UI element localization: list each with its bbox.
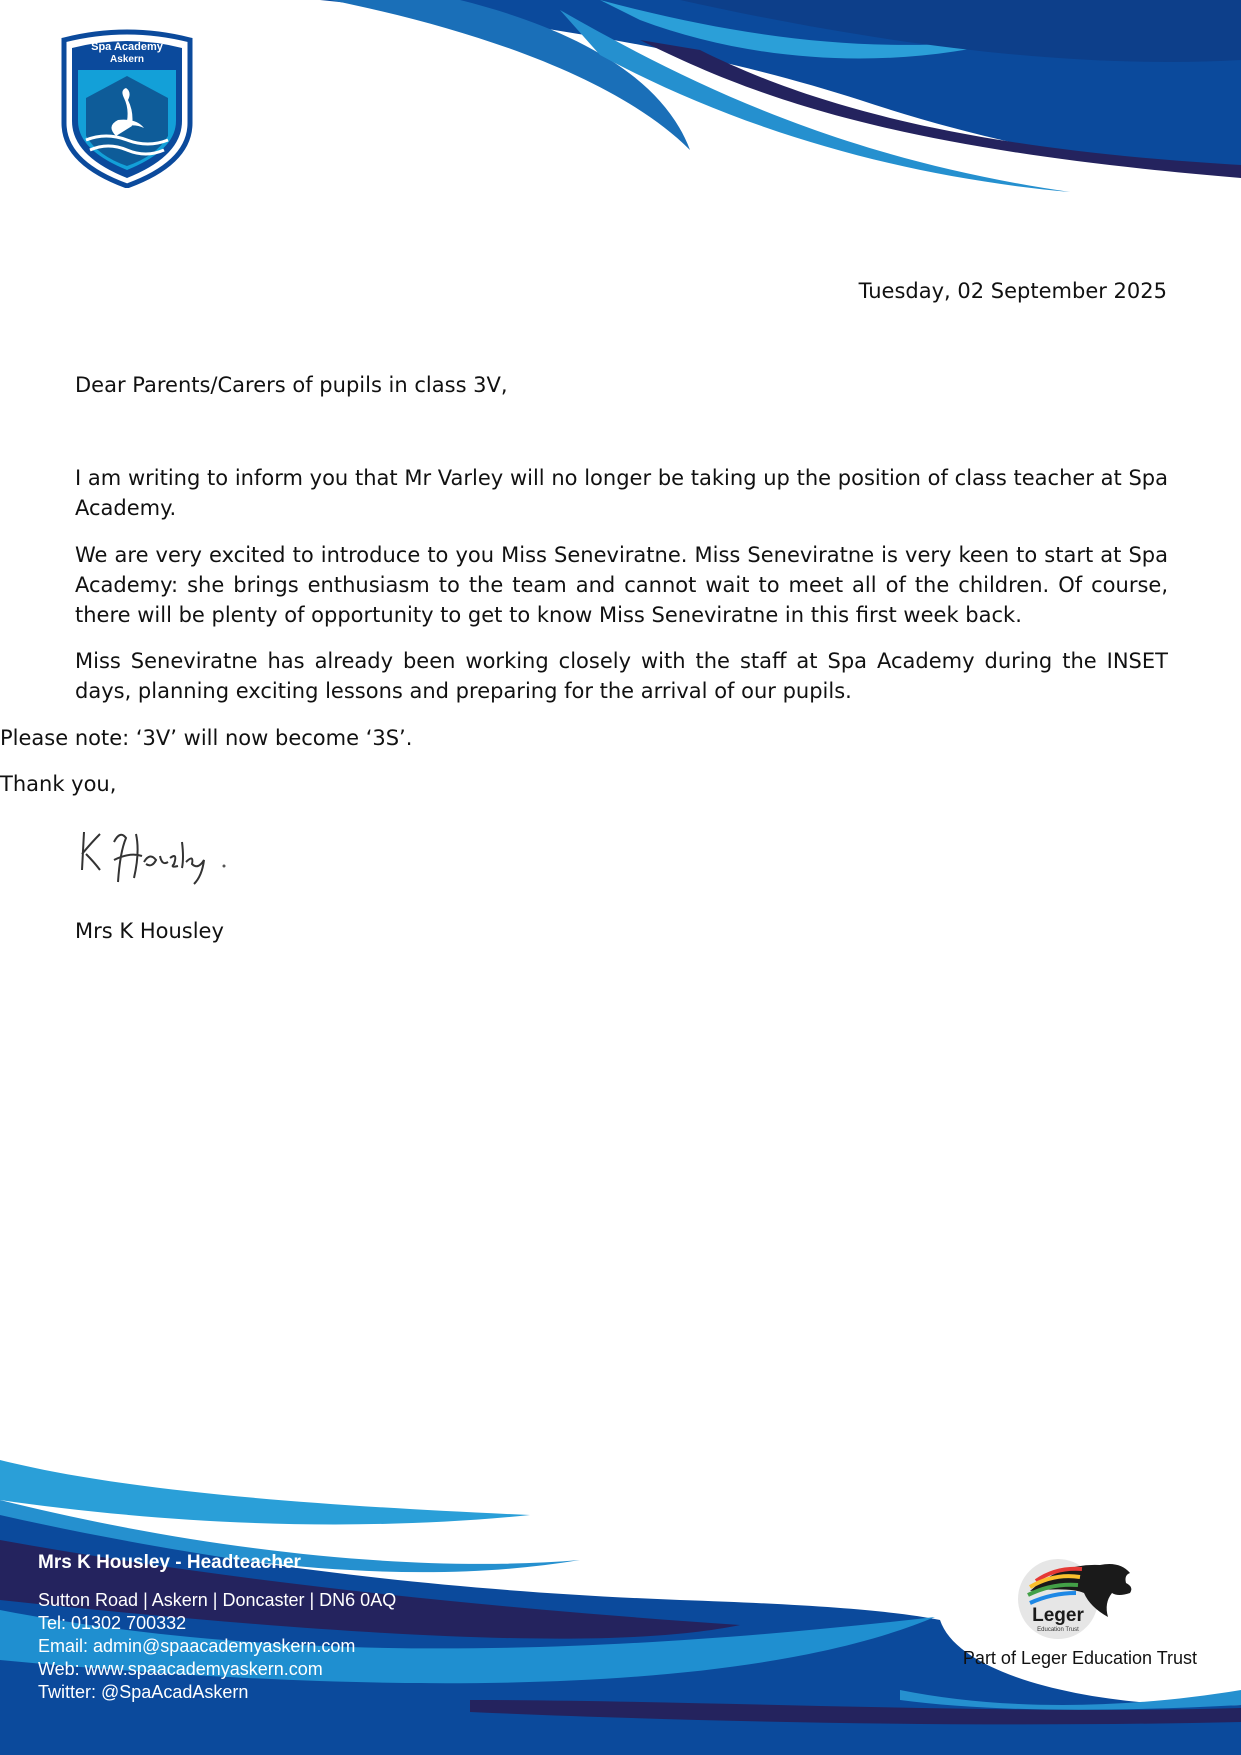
- letter-paragraph: We are very excited to introduce to you Miss Seneviratne. Miss Seneviratne is very keen to start at Spa Academy: she brings enthusiasm to the team and cannot wait to meet all of the children. Of course, there will be plenty of opportunity to get to know Miss Seneviratne in this first week back.: [75, 543, 1168, 627]
- crest-text-line2: Askern: [110, 54, 144, 65]
- footer-telephone: Tel: 01302 700332: [38, 1613, 187, 1633]
- crest-text-line1: Spa Academy: [91, 41, 163, 53]
- signatory-name: Mrs K Housley: [75, 919, 224, 943]
- footer-email-link[interactable]: Email: admin@spaacademyaskern.com: [38, 1636, 356, 1656]
- letter-note: Please note: ‘3V’ will now become ‘3S’.: [0, 726, 413, 750]
- leger-logo-subtext: Education Trust: [1037, 1627, 1079, 1633]
- leger-trust-logo: [1000, 1553, 1150, 1639]
- footer-website-link[interactable]: Web: www.spaacademyaskern.com: [38, 1659, 323, 1679]
- footer-contact-block: [38, 1589, 396, 1704]
- trust-caption: Part of Leger Education Trust: [962, 1648, 1198, 1668]
- footer-address: Sutton Road | Askern | Doncaster | DN6 0AQ: [38, 1590, 397, 1610]
- letter-greeting: Dear Parents/Carers of pupils in class 3V,: [75, 373, 508, 397]
- footer-twitter-link[interactable]: Twitter: @SpaAcadAskern: [38, 1682, 249, 1702]
- letter-paragraph: Miss Seneviratne has already been working closely with the staff at Spa Academy during the INSET days, planning exciting lessons and preparing for the arrival of our pupils.: [75, 649, 1168, 703]
- letter-paragraph: I am writing to inform you that Mr Varley will no longer be taking up the position of class teacher at Spa Academy.: [75, 466, 1168, 520]
- letter-date: Tuesday, 02 September 2025: [858, 279, 1167, 303]
- footer-headteacher: Mrs K Housley - Headteacher: [38, 1552, 301, 1573]
- letter-closing: Thank you,: [0, 772, 117, 796]
- leger-logo-wordmark: Leger: [1032, 1605, 1084, 1626]
